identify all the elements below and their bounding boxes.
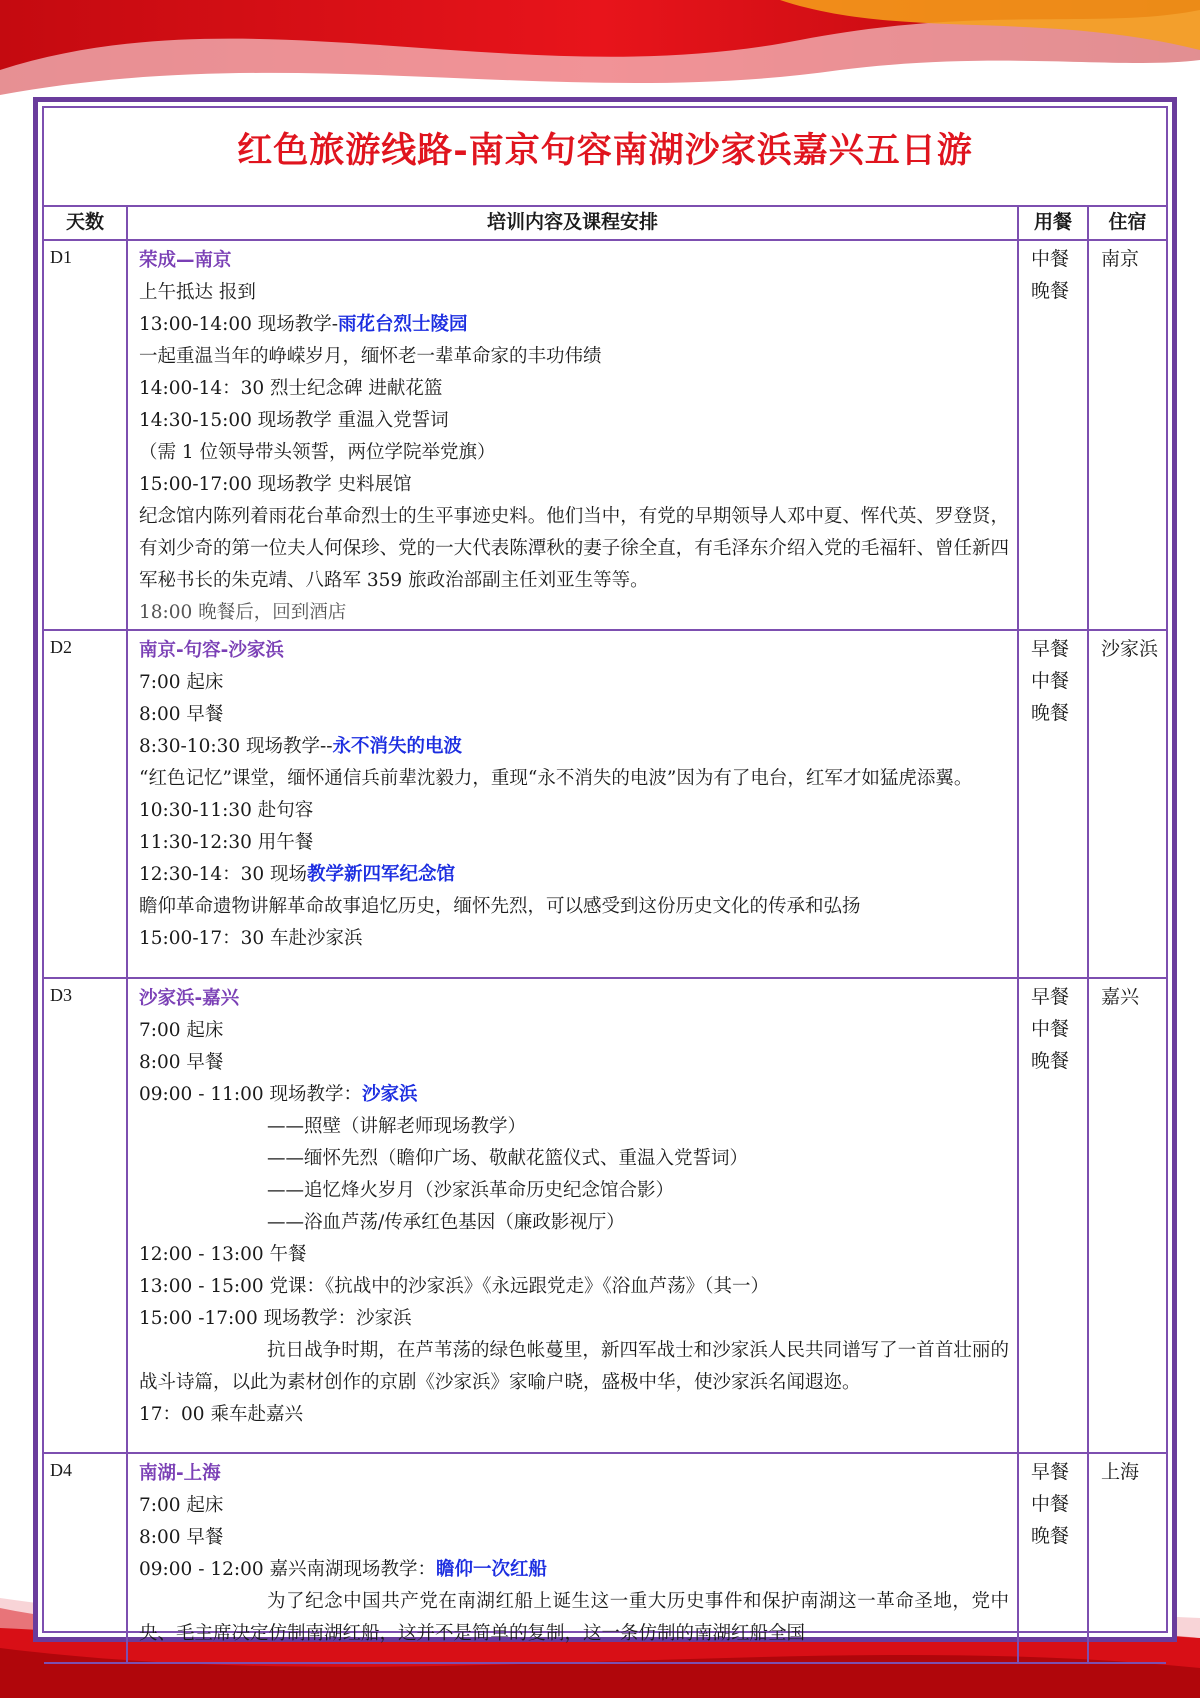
meal-item: 晚餐 <box>1031 1525 1070 1547</box>
schedule-line: 10:30-11:30 赴句容 <box>139 800 314 821</box>
schedule-line <box>139 731 1009 763</box>
stay-cell: 南京 <box>1088 240 1166 630</box>
schedule-line: 8:00 早餐 <box>139 704 224 725</box>
stay-cell: 嘉兴 <box>1088 978 1166 1453</box>
day-heading: 荣成—南京 <box>139 250 232 271</box>
description-paragraph: 为了纪念中国共产党在南湖红船上诞生这一重大历史事件和保护南湖这一革命圣地，党中央、毛主席决定仿制南湖红船，这并不是简单的复制，这一条仿制的南湖红船全国 <box>139 1591 1009 1644</box>
meal-item: 晚餐 <box>1031 1050 1070 1072</box>
stay-cell: 上海 <box>1088 1453 1166 1663</box>
meal-item: 中餐 <box>1031 1493 1070 1515</box>
line-prefix: 12:30-14：30 现场 <box>139 864 308 885</box>
schedule-table <box>44 207 1166 1664</box>
schedule-line: 8:00 早餐 <box>139 1052 224 1073</box>
document-frame <box>33 97 1177 1642</box>
meal-item: 早餐 <box>1031 638 1070 660</box>
schedule-line: 18:00 晚餐后，回到酒店 <box>139 602 347 623</box>
day-label: D4 <box>44 1453 127 1663</box>
line-prefix: 09:00 - 11:00 现场教学： <box>139 1084 363 1105</box>
table-row-d4 <box>44 1453 1166 1663</box>
schedule-line <box>139 1554 1009 1586</box>
meal-item: 中餐 <box>1031 670 1070 692</box>
header-stay: 住宿 <box>1088 207 1166 240</box>
meal-cell <box>1018 1453 1088 1663</box>
day-heading: 沙家浜-嘉兴 <box>139 988 240 1009</box>
schedule-line: 瞻仰革命遗物讲解革命故事追忆历史，缅怀先烈，可以感受到这份历史文化的传承和弘扬 <box>139 896 861 917</box>
table-row-d2 <box>44 630 1166 978</box>
description-paragraph: “红色记忆”课堂，缅怀通信兵前辈沈毅力，重现“永不消失的电波”因为有了电台，红军才如猛虎添翼。 <box>139 768 973 789</box>
sub-item: ——浴血芦荡/传承红色基因（廉政影视厅） <box>267 1212 625 1233</box>
meal-item: 中餐 <box>1031 1018 1070 1040</box>
line-prefix: 13:00-14:00 现场教学- <box>139 314 339 335</box>
header-content: 培训内容及课程安排 <box>127 207 1018 240</box>
day-content <box>127 630 1018 978</box>
stay-cell: 沙家浜 <box>1088 630 1166 978</box>
meal-item: 晚餐 <box>1031 702 1070 724</box>
schedule-line: 11:30-12:30 用午餐 <box>139 832 314 853</box>
schedule-line: 7:00 起床 <box>139 1020 224 1041</box>
day-content <box>127 1453 1018 1663</box>
schedule-line: 15:00 -17:00 现场教学：沙家浜 <box>139 1308 412 1329</box>
header-meal: 用餐 <box>1018 207 1088 240</box>
table-row-d1 <box>44 240 1166 630</box>
highlight-site: 沙家浜 <box>362 1084 418 1105</box>
page-title: 红色旅游线路-南京句容南湖沙家浜嘉兴五日游 <box>44 108 1166 207</box>
schedule-line: 7:00 起床 <box>139 1495 224 1516</box>
schedule-line: 上午抵达 报到 <box>139 282 256 303</box>
meal-cell <box>1018 978 1088 1453</box>
highlight-site: 瞻仰一次红船 <box>436 1559 548 1580</box>
sub-item: ——照壁（讲解老师现场教学） <box>267 1116 527 1137</box>
table-header-row <box>44 207 1166 240</box>
meal-item: 早餐 <box>1031 1461 1070 1483</box>
day-content <box>127 240 1018 630</box>
meal-item: 中餐 <box>1031 248 1070 270</box>
meal-item: 晚餐 <box>1031 280 1070 302</box>
schedule-line <box>139 859 1009 891</box>
schedule-line: 15:00-17：30 车赴沙家浜 <box>139 928 363 949</box>
schedule-line <box>139 309 1009 341</box>
day-label: D1 <box>44 240 127 630</box>
schedule-line: 14:00-14：30 烈士纪念碑 进献花篮 <box>139 378 443 399</box>
day-label: D3 <box>44 978 127 1453</box>
day-label: D2 <box>44 630 127 978</box>
sub-item: ——追忆烽火岁月（沙家浜革命历史纪念馆合影） <box>267 1180 675 1201</box>
header-day: 天数 <box>44 207 127 240</box>
document-inner <box>42 106 1168 1644</box>
sub-item: ——缅怀先烈（瞻仰广场、敬献花篮仪式、重温入党誓词） <box>267 1148 749 1169</box>
meal-cell <box>1018 240 1088 630</box>
schedule-line: 一起重温当年的峥嵘岁月，缅怀老一辈革命家的丰功伟绩 <box>139 346 602 367</box>
schedule-line: 15:00-17:00 现场教学 史料展馆 <box>139 474 412 495</box>
line-prefix: 8:30-10:30 现场教学-- <box>139 736 333 757</box>
description-paragraph: 纪念馆内陈列着雨花台革命烈士的生平事迹史料。他们当中，有党的早期领导人邓中夏、恽代英、罗登贤，有刘少奇的第一位夫人何保珍、党的一大代表陈潭秋的妻子徐全直，有毛泽东介绍入党的毛福轩、曾任新四军秘书长的朱克靖、八路军 359 旅政治部副主任刘亚生等等。 <box>139 506 1009 591</box>
schedule-line: 14:30-15:00 现场教学 重温入党誓词 <box>139 410 449 431</box>
schedule-line: 7:00 起床 <box>139 672 224 693</box>
description-paragraph: 抗日战争时期，在芦苇荡的绿色帐蔓里，新四军战士和沙家浜人民共同谱写了一首首壮丽的战斗诗篇，以此为素材创作的京剧《沙家浜》家喻户晓，盛极中华，使沙家浜名闻遐迩。 <box>139 1340 1009 1393</box>
schedule-line <box>139 1079 1009 1111</box>
schedule-line: 8:00 早餐 <box>139 1527 224 1548</box>
table-row-d3 <box>44 978 1166 1453</box>
schedule-line: 13:00 - 15:00 党课：《抗战中的沙家浜》《永远跟党走》《浴血芦荡》（其一） <box>139 1276 770 1297</box>
highlight-site: 永不消失的电波 <box>332 736 463 757</box>
highlight-site: 教学新四军纪念馆 <box>307 864 456 885</box>
day-heading: 南湖-上海 <box>139 1463 221 1484</box>
line-prefix: 09:00 - 12:00 嘉兴南湖现场教学： <box>139 1559 437 1580</box>
meal-cell <box>1018 630 1088 978</box>
day-content <box>127 978 1018 1453</box>
schedule-line: （需 1 位领导带头领誓，两位学院举党旗） <box>139 442 496 463</box>
meal-item: 早餐 <box>1031 986 1070 1008</box>
day-heading: 南京-句容-沙家浜 <box>139 640 284 661</box>
schedule-line: 12:00 - 13:00 午餐 <box>139 1244 307 1265</box>
schedule-line: 17：00 乘车赴嘉兴 <box>139 1404 303 1425</box>
highlight-site: 雨花台烈士陵园 <box>338 314 468 335</box>
